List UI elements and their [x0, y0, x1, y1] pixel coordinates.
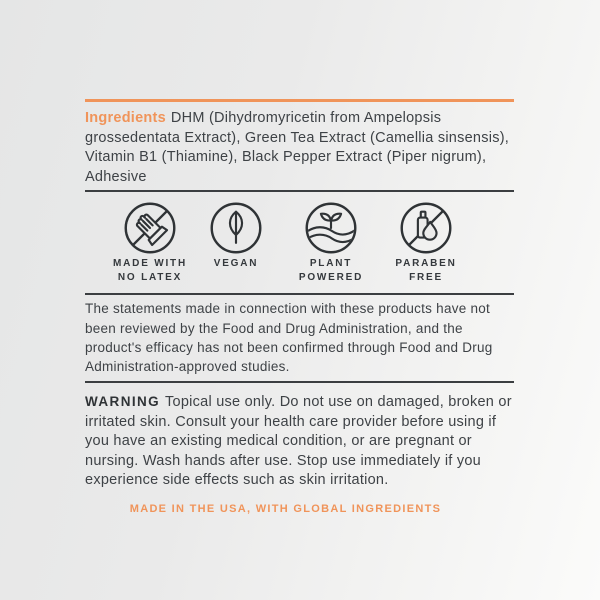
- divider-rule: [85, 293, 514, 295]
- badge-paraben-free: [364, 200, 488, 284]
- warning-text: Topical use only. Do not use on damaged, broken or irritated skin. Consult your health care provider before using if you have an existing medical condition, or are pregnant or nursing. Wash hands after use. Stop use immediately if you experience side effects such as skin irritation.: [85, 394, 512, 489]
- ingredients-paragraph: [85, 109, 514, 187]
- plant-powered-sprout-icon: [303, 200, 359, 256]
- made-in-usa-note: MADE IN THE USA, WITH GLOBAL INGREDIENTS: [129, 502, 442, 515]
- badge-label: VEGAN: [213, 258, 259, 270]
- label-content: [85, 0, 514, 515]
- warning-label: WARNING: [85, 394, 161, 410]
- fda-disclaimer-paragraph: The statements made in connection with these products have not been reviewed by the Food and Drug Administration, and the product's efficacy has not been confirmed through Food and Drug Administration-approved studies.: [85, 301, 493, 374]
- divider-rule: [85, 190, 514, 192]
- badges-row: [85, 200, 514, 293]
- badge-label: PLANT POWERED: [298, 258, 364, 283]
- no-latex-glove-icon: [122, 200, 178, 256]
- badge-label: PARABEN FREE: [395, 258, 457, 283]
- paraben-free-bottle-icon: [398, 200, 454, 256]
- warning-paragraph: [85, 392, 514, 491]
- badge-label: MADE WITH NO LATEX: [113, 258, 187, 283]
- top-accent-rule: [85, 99, 514, 102]
- divider-rule: [85, 381, 514, 383]
- ingredients-label: Ingredients: [85, 110, 166, 126]
- ingredients-text: DHM (Dihydromyricetin from Ampelopsis grossedentata Extract), Green Tea Extract (Camellia sinsensis), Vitamin B1 (Thiamine), Black Pepper Extract (Piper nigrum), Adhesive: [85, 110, 510, 185]
- vegan-leaf-icon: [208, 200, 264, 256]
